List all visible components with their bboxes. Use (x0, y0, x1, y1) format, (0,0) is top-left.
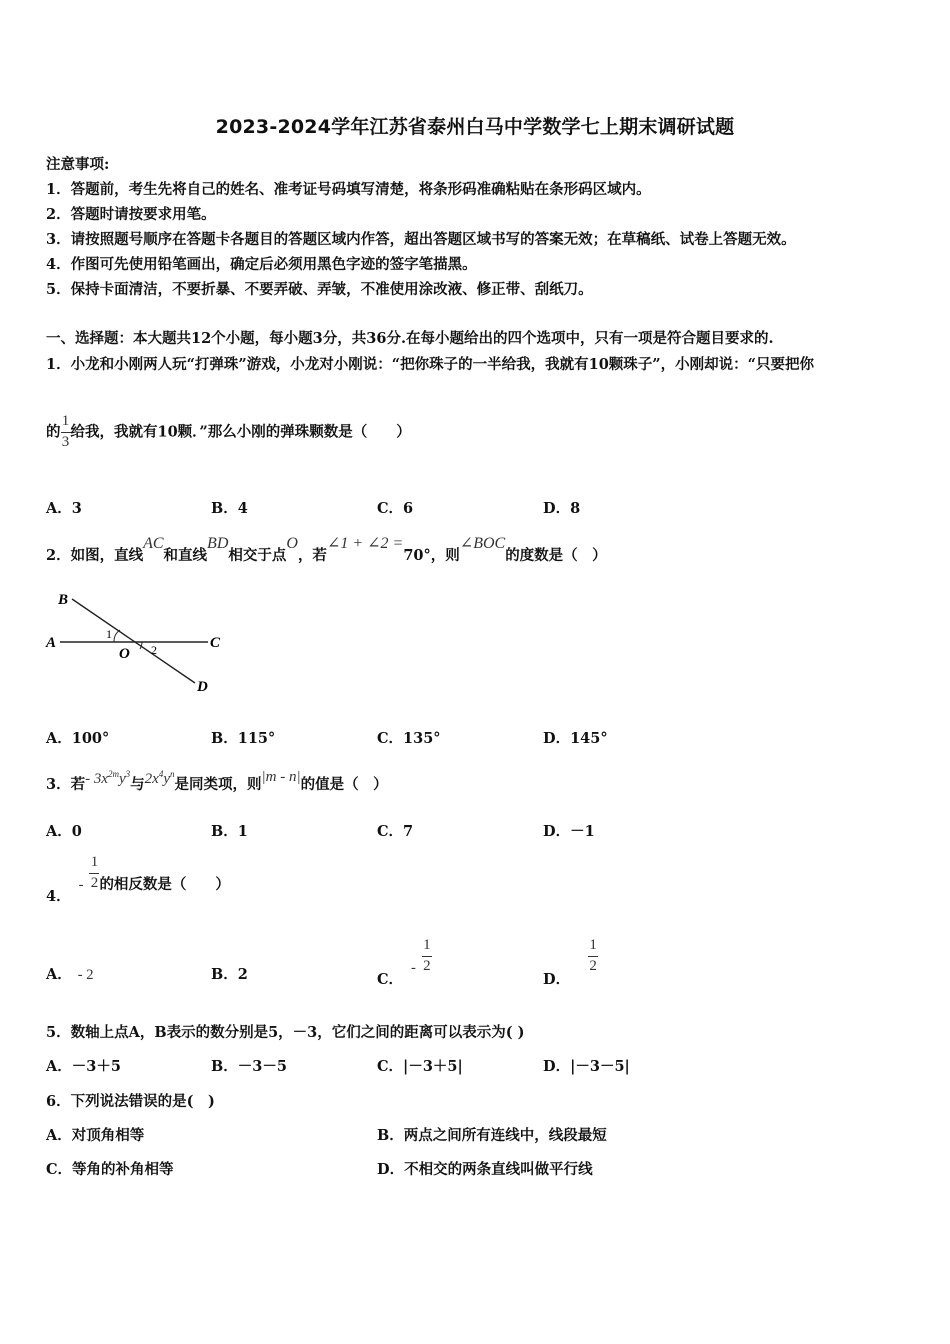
question-2-stem: 2．如图，直线AC和直线BD相交于点O，若∠1 + ∠2 =70°，则∠BOC的度数是（ ） (46, 535, 607, 564)
option-b: B．2 (211, 966, 248, 983)
option-a: A．对顶角相等 (46, 1127, 145, 1144)
option-c: C．- $\frac{1}{2}$ (377, 937, 431, 989)
option-b: B．1 (211, 823, 248, 840)
option-a: A．－3＋5 (46, 1058, 121, 1075)
option-c: C．|－3＋5| (377, 1058, 463, 1075)
label-angle-1: 1 (106, 627, 112, 641)
option-a: A．3 (46, 500, 82, 517)
option-d: D．－1 (543, 823, 595, 840)
option-c: C．等角的补角相等 (46, 1161, 174, 1178)
option-b: B．115° (211, 730, 276, 747)
label-angle-2: 2 (151, 643, 157, 657)
option-c: C．6 (377, 500, 414, 517)
option-d: D．|－3－5| (543, 1058, 630, 1075)
label-b: B (58, 592, 69, 608)
question-1-line2: 的 $\frac{1}{3}$ 给我，我就有10颗．”那么小刚的弹珠颗数是（ ） (46, 413, 411, 450)
intersecting-lines-figure (40, 585, 230, 700)
option-d: D．8 (543, 500, 581, 517)
notice-heading: 注意事项: (46, 156, 110, 173)
label-o: O (119, 646, 130, 662)
question-1-line1: 1．小龙和小刚两人玩“打弹珠”游戏，小龙对小刚说：“把你珠子的一半给我，我就有10颗珠子”，小刚却说：“只要把你 (46, 356, 814, 373)
notice-item: 3．请按照题号顺序在答题卡各题目的答题区域内作答，超出答题区域书写的答案无效；在草稿纸、试卷上答题无效。 (46, 231, 796, 248)
option-a: A． - 2 (46, 966, 94, 983)
line-bd (72, 599, 195, 683)
section-heading: 一、选择题：本大题共12个小题，每小题3分，共36分.在每小题给出的四个选项中，只有一项是符合题目要求的. (46, 330, 774, 347)
page-title: 2023-2024学年江苏省泰州白马中学数学七上期末调研试题 (215, 116, 735, 138)
notice-item: 4．作图可先使用铅笔画出，确定后必须用黑色字迹的签字笔描黑。 (46, 256, 477, 273)
question-3-stem: 3．若- $3x^{2m}y^3$与$2x^4y^n$是同类项，则|m - n|的值是（ ） (46, 769, 388, 793)
label-a: A (46, 635, 57, 651)
fraction-one-half: $\frac{1}{2}$ (90, 854, 99, 891)
notice-item: 2．答题时请按要求用笔。 (46, 206, 216, 223)
question-5-stem: 5．数轴上点A，B表示的数分别是5，－3，它们之间的距离可以表示为( ) (46, 1024, 525, 1041)
option-a: A．0 (46, 823, 82, 840)
option-d: D．145° (543, 730, 608, 747)
option-b: B．－3－5 (211, 1058, 287, 1075)
option-a: A．100° (46, 730, 110, 747)
label-c: C (210, 635, 221, 651)
option-b: B．两点之间所有连线中，线段最短 (377, 1127, 607, 1144)
option-c: C．7 (377, 823, 414, 840)
notice-item: 5．保持卡面清洁，不要折暴、不要弄破、弄皱，不准使用涂改液、修正带、刮纸刀。 (46, 281, 593, 298)
question-4-stem: 4．- $\frac{1}{2}$ 的相反数是（ ） (46, 854, 230, 906)
option-d: D． $\frac{1}{2}$ (543, 937, 597, 989)
question-6-stem: 6．下列说法错误的是( ) (46, 1093, 215, 1110)
option-b: B．4 (211, 500, 248, 517)
label-d: D (197, 679, 208, 695)
option-c: C．135° (377, 730, 441, 747)
fraction-one-third: $\frac{1}{3}$ (61, 413, 70, 450)
notice-item: 1．答题前，考生先将自己的姓名、准考证号码填写清楚，将条形码准确粘贴在条形码区域内。 (46, 181, 651, 198)
option-d: D．不相交的两条直线叫做平行线 (377, 1161, 593, 1178)
